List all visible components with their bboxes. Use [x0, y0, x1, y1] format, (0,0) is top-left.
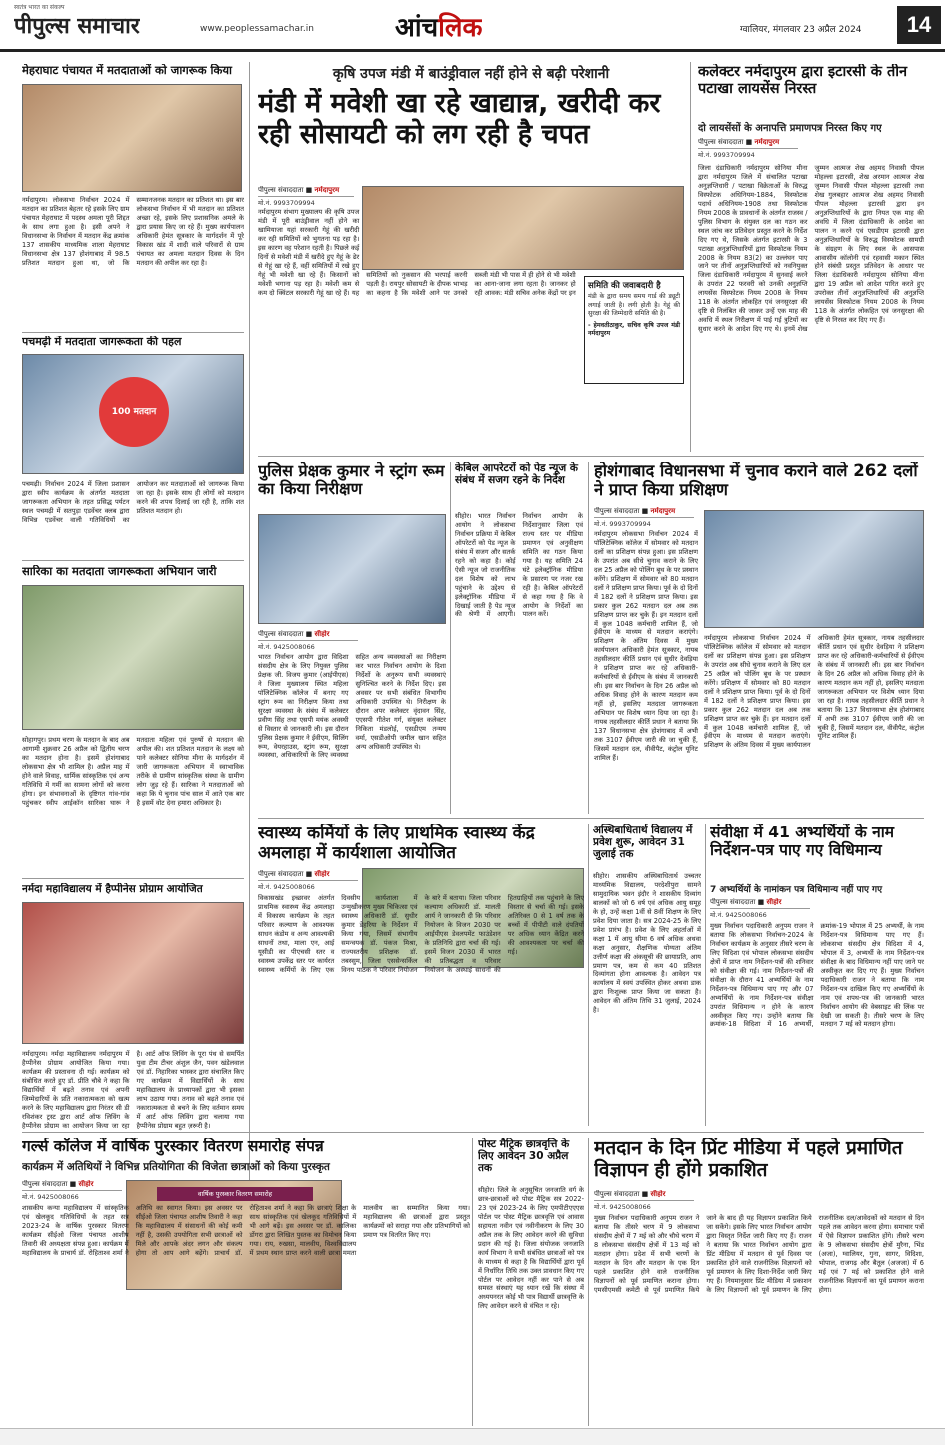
a3-headline: सारिका का मतदाता जागरूकता अभियान जारी	[22, 565, 217, 578]
a13-byline-author: पीपुल्स संवाददाता	[22, 1180, 68, 1188]
website-link[interactable]: www.peoplessamachar.in	[200, 24, 314, 34]
a14-headline: पोस्ट मैट्रिक छात्रवृत्ति के लिए आवेदन 30 अप्रैल तक	[478, 1138, 570, 1175]
a15-headline: मतदान के दिन प्रिंट मीडिया में पहले प्रमाणित विज्ञापन ही होंगे प्रकाशित	[594, 1138, 903, 1181]
a1-headline: मेहराघाट पंचायत में मतदाताओं को जागरूक किया	[22, 64, 232, 77]
a9-body-col1: नर्मदापुरम लोकसभा निर्वाचन 2024 में पॉलिटेक्निक कॉलेज में सोमवार को मतदान दलों का प्रशिक्षण संपन्न हुआ। इस प्रशिक्षण के उपरांत अब सीधे चुनाव कराने के लिए दल 25 अप्रैल को पोलिंग बूथ के पर प्रस्थान करेंगे। प्रशिक्षण में सोमवार को 80 मतदान दलों ने प्रशिक्षण प्राप्त किया। पूर्व के दो दिनों में 182 दलों ने प्रशिक्षण प्राप्त किया। इस प्रकार कुल 262 मतदान दल अब तक प्रशिक्षण प्राप्त कर चुके हैं। इन मतदान दलों में कुल 1048 कर्मचारी शामिल हैं, जो ईवीएम के माध्यम से मतदान कराएंगे। प्रशिक्षण के अंतिम दिवस में मुख्य कार्यपालन अधिकारी हेमंत सूत्रकार, नायब तहसीलदार कीर्ति प्रधान एवं सुधीर देवड़िया ने प्रशिक्षण प्राप्त कर रहे अधिकारी-कर्मचारियों से ईवीएम के संबंध में जानकारी ली। इस बार निर्वाचन के दिन 26 अप्रैल को अधिक विवाह होने के कारण मतदान कम नहीं हो, इसलिए मतदाता जागरूकता अभियान पर विशेष ध्यान दिया जा रहा है। नायब तहसीलदार कीर्ति प्रधान ने बताया कि 137 विधानसभा क्षेत्र होशंगाबाद में अभी तक 3107 ईवीएम जारी की जा चुकी हैं, जिसमें मतदान दल, वीवीपैट, कंट्रोल यूनिट शामिल हैं।	[594, 530, 698, 762]
a14-body: सीहोर। जिले के अनुसूचित जनजाति वर्ग के छात्र-छात्राओं को पोस्ट मैट्रिक सत्र 2022-23 एवं 2023-24 के लिए एमपीटीएएएस पोर्टल पर पोस्ट मैट्रिक छात्रवृत्ति एवं आवास सहायता नवीन एवं नवीनीकरण के लिए 30 अप्रैल तक के लिए आवेदन करने की सुविधा प्रदान की गई है। जिला संयोजक जनजाति कार्य विभाग ने सभी संबंधित छात्राओं को पत्र के माध्यम से कहा है कि विद्यार्थियों द्वारा पूर्व में निर्धारित तिथि तक उक्त प्रावधान किए गए पोर्टल पर आवेदन नहीं कर पाने से अब समस्त संस्थाएं यह ध्यान रखें कि संस्था में अध्ययनरत कोई भी पात्र विद्यार्थी छात्रवृत्ति के लिए आवेदन करने से वंचित न रहे।	[478, 1186, 584, 1311]
a1-body: नर्मदापुरम। लोकसभा निर्वाचन 2024 में मतदान का प्रतिशत बेहतर रहे इसके लिए ग्राम पंचायत मेहराघाट में पदस्थ अमला पूरी शिद्दत के साथ लगा हुआ है। इसी अपने ने विधानसभा के निर्वाचन में मतदान केंद्र क्रमांक 137 शासकीय माध्यमिक शाला मेहराघाट विधानसभा क्षेत्र 137 होशंगाबाद में 98.5 प्रतिशत मतदान हुआ था, जो कि सम्मानजनक मतदान का प्रतिशत था। इस बार लोकसभा निर्वाचन में भी मतदान का प्रतिशत अच्छा रहे, इसके लिए प्रशासनिक अमले के द्वारा प्रयास किए जा रहे हैं। मुख्य कार्यपालन अधिकारी हेमंत सूत्रकार के मार्गदर्शन में पूरे विकास खंड में शादी वाले परिवारों से ग्राम पंचायत का अमला मतदान दिवस के दिन मतदान की अपील कर रहा है।	[22, 196, 244, 267]
a13-body: शासकीय कन्या महाविद्यालय में सांस्कृतिक एवं खेलकूद गतिविधियों के तहत सत्र 2023-24 के वार्षिक पुरस्कार वितरण कार्यक्रम सीईओ जिला पंचायत आशीष तिवारी की अध्यक्षता संपन्न हुआ। कार्यक्रम में महाविद्यालय के प्राचार्य डॉ. रोहिताश्व शर्मा ने अतिथि का स्वागत किया। इस अवसर पर सीईओ जिला पंचायत आशीष तिवारी ने कहा कि महाविद्यालय में संसाधनों की कोई कमी नहीं है, उसकी उपयोगिता सभी छात्राओं को मिले और आपके अंदर लगन और संकल्प होगा तो आप आगे बढ़ेंगे। प्राचार्य डॉ. रोहिताश्व शर्मा ने कहा कि छात्राएं शिक्षा के साथ सांस्कृतिक एवं खेलकूद गतिविधियों में भी आगे बढ़ें। इस अवसर पर डॉ. कालिका डोंगरा द्वारा लिखित पुस्तक का विमोचन किया गया। राय, रुखसा, मालवीय, विश्वविद्यालय में प्रथम स्थान प्राप्त करने वाली छात्रा ममता मालवीय का सम्मानित किया गया। महाविद्यालय की छात्राओं द्वारा प्रस्तुत कार्यक्रमों को सराहा गया और प्रतिभागियों को प्रमाण पत्र वितरित किए गए।	[22, 1204, 470, 1257]
a6-headline: कलेक्टर नर्मदापुरम द्वारा इटारसी के तीन पटाखा लायसेंस निरस्त	[698, 64, 908, 97]
a13-byline-place: सीहोर	[78, 1180, 94, 1188]
a5-quote-title: समिति की जवाबदारी है	[588, 281, 661, 291]
a10-headline: स्वास्थ्य कर्मियों के लिए प्राथमिक स्वास्थ्य केंद्र अमलाहा में कार्यशाला आयोजित	[258, 824, 535, 863]
section-title	[395, 8, 482, 44]
a5-byline-place: नर्मदापुरम	[314, 186, 340, 194]
a1-photo	[22, 84, 242, 192]
divider	[22, 332, 244, 333]
a5-mobile: मो.नं. 9993709994	[258, 199, 315, 207]
column-rule	[249, 62, 250, 1230]
a11-body: सीहोर। शासकीय अस्थिबाधितार्थ उच्चतर माध्यमिक विद्यालय, परदेशीपुरा सामने सामुदायिक भवन इंदौर ने शासकीय दिव्यांग बालकों को जो 6 वर्ष एवं अधिक आयु समूह के हो, उन्हें कक्षा 1वीं से 8वीं शिक्षण के लिए प्रवेश दिया जाता है। सत्र 2024-25 के लिए प्रवेश प्रारंभ है। प्रवेश के लिए अहर्ताओं में कक्षा 1 में आयु सीमा 6 वर्ष अधिक अथवा कक्षा अनुसार, शैक्षणिक योग्यता अंतिम उत्तीर्ण कक्षा की अंकसूची की छायाप्रति, आय प्रमाण पत्र, कम से कम 40 प्रतिशत दिव्यांगता होना आवश्यक है। आवेदन पत्र कार्यालय में स्वयं उपस्थित होकर अथवा डाक द्वारा निःशुल्क प्राप्त किया जा सकता है। आवेदन की अंतिम तिथि 31 जुलाई, 2024 है।	[593, 872, 701, 1015]
a12-subhead: 7 अभ्यर्थियों के नामांकन पत्र विधिमान्य नहीं पाए गए	[710, 885, 883, 895]
divider	[22, 560, 244, 561]
a8-headline: केबिल आपरेटरों को पेड न्यूज के संबंध में सजग रहने के निर्देश	[455, 462, 578, 487]
print-registration-bar	[0, 1428, 945, 1445]
a10-body: विकासखंड इच्छावर अंतर्गत प्राथमिक स्वास्थ्य केंद्र अमलाहा में विकास्य कार्यक्रम के तहत परिवार कल्याण के आवश्यक साधन कंडोम व अन्य आवश्यकी साधनों तथा, माला एन, आई यूसीडी का पीएचसी स्तर व स्वास्थ्य उपकेंद्र स्तर पर कार्यरत स्वास्थ्य कर्मियों के लिए एक दिवसीय कार्यशाला में उन्मुखीकरण मुख्य चिकित्सा एवं स्वास्थ्य अधिकारी डॉ. सुधीर कुमार डेहरिया के निर्देशन में किया गया, जिसमें संभागीय समन्वयक डॉ. पंकज मिश्रा, राज्यस्तरीय प्रशिक्षक डॉ. तबस्सुम, जिला एससेन्सर्किल विनय पाठक ने परिवार नियोजन के बारे में बताया। जिला परिवार कल्याण अधिकारी डॉ. मालती आर्य ने जानकारी दी कि परिवार नियोजन के विजन 2030 पर आईपीएस डेवलपमेंट फाउंडेशन के प्रतिनिधि द्वारा चर्चा की गई। इसमें विजन 2030 में भारत की प्रतिबद्धता व परिवार नियोजन के अस्थाई साधनों की हितग्राहियों तक पहुंचाने के लिए विस्तार से चर्चा की गई। इसके अतिरिक्त 0 से 1 वर्ष तक के बच्चों में पीपीटी वाले दंपतियों पर अधिक ध्यान केंद्रित करने की आवश्यकता पर चर्चा की गई।	[258, 894, 584, 974]
a13-banner: वार्षिक पुरस्कार वितरण समारोह	[157, 1187, 313, 1201]
a7-headline: पुलिस प्रेक्षक कुमार ने स्ट्रांग रूम का किया निरीक्षण	[258, 462, 445, 499]
page-number: 14	[897, 6, 941, 44]
a2-badge: 100 मतदान	[99, 377, 169, 447]
a10-byline: पीपुल्स संवाददाता ■ सीहोर	[258, 870, 358, 881]
divider	[258, 818, 924, 819]
a6-mobile: मो.नं. 9993709994	[698, 151, 755, 159]
column-rule	[588, 824, 589, 1126]
newspaper-logo: पीपुल्स समाचार	[14, 13, 140, 39]
a13-mobile: मो.नं. 9425008066	[22, 1193, 79, 1201]
a9-byline-place: नर्मदापुरम	[650, 507, 676, 515]
a7-photo	[258, 514, 446, 624]
a15-byline: पीपुल्स संवाददाता ■ सीहोर	[594, 1190, 694, 1201]
column-rule	[588, 462, 589, 814]
a9-body-cont: नर्मदापुरम लोकसभा निर्वाचन 2024 में पॉलिटेक्निक कॉलेज में सोमवार को मतदान दलों का प्रशिक्षण संपन्न हुआ। इस प्रशिक्षण के उपरांत अब सीधे चुनाव कराने के लिए दल 25 अप्रैल को पोलिंग बूथ के पर प्रस्थान करेंगे। प्रशिक्षण में सोमवार को 80 मतदान दलों ने प्रशिक्षण प्राप्त किया। पूर्व के दो दिनों में 182 दलों ने प्रशिक्षण प्राप्त किया। इस प्रकार कुल 262 मतदान दल अब तक प्रशिक्षण प्राप्त कर चुके हैं। इन मतदान दलों में कुल 1048 कर्मचारी शामिल हैं, जो ईवीएम के माध्यम से मतदान कराएंगे। प्रशिक्षण के अंतिम दिवस में मुख्य कार्यपालन अधिकारी हेमंत सूत्रकार, नायब तहसीलदार कीर्ति प्रधान एवं सुधीर देवड़िया ने प्रशिक्षण प्राप्त कर रहे अधिकारी-कर्मचारियों से ईवीएम के संबंध में जानकारी ली। इस बार निर्वाचन के दिन 26 अप्रैल को अधिक विवाह होने के कारण मतदान कम नहीं हो, इसलिए मतदाता जागरूकता अभियान पर विशेष ध्यान दिया जा रहा है। नायब तहसीलदार कीर्ति प्रधान ने बताया कि 137 विधानसभा क्षेत्र होशंगाबाद में अभी तक 3107 ईवीएम जारी की जा चुकी हैं, जिसमें मतदान दल, वीवीपैट, कंट्रोल यूनिट शामिल हैं।	[704, 634, 924, 750]
a9-mobile: मो.नं. 9993709994	[594, 520, 651, 528]
section-title-part1: आंच	[395, 13, 439, 43]
a6-byline-place: नर्मदापुरम	[754, 138, 780, 146]
a9-byline-author: पीपुल्स संवाददाता	[594, 507, 640, 515]
a7-body: भारत निर्वाचन आयोग द्वारा विदिशा संसदीय क्षेत्र के लिए नियुक्त पुलिस प्रेक्षक जी. विजय कुमार (आईपीएस) ने जिला मुख्यालय स्थित महिला पॉलिटेक्निक कॉलेज में बनाए गए स्ट्रांग रूम का निरीक्षण किया तथा सुरक्षा व्यवस्था के संबंध में कलेक्टर प्रवीण सिंह तथा एसपी मयंक अवस्थी से विस्तार से जानकारी ली। इस दौरान पुलिस प्रेक्षक कुमार ने ईवीएम, सिलिंग रूम, वेयरहाउस, स्ट्रांग रूम, सुरक्षा व्यवस्था, अधिकारियों के लिए व्यवस्था सहित अन्य व्यवस्थाओं का निरीक्षण कर भारत निर्वाचन आयोग के दिशा निर्देशों के अनुरूप सभी व्यवस्थाएं सुनिश्चित करने के निर्देश दिए। इस अवसर पर सभी संबंधित विभागीय अधिकारी उपस्थित थे। निरीक्षण के दौरान अपर कलेक्टर वृंदावन सिंह, एएसपी गीतेश गर्ग, संयुक्त कलेक्टर निकिता मंडलोई, एसडीएम तन्मय वर्मा, एसडीओपी जमील खान सहित अन्य अधिकारी उपस्थित थे।	[258, 653, 446, 760]
section-title-part2: लिक	[438, 13, 483, 43]
a5-kicker: कृषि उपज मंडी में बाउंड्रीवाल नहीं होने से बढ़ी परेशानी	[332, 66, 610, 82]
a7-byline-author: पीपुल्स संवाददाता	[258, 630, 304, 638]
a7-byline: पीपुल्स संवाददाता ■ सीहोर	[258, 630, 358, 641]
a15-mobile: मो.नं. 9425008066	[594, 1203, 651, 1211]
a10-byline-author: पीपुल्स संवाददाता	[258, 870, 304, 878]
a2-photo	[22, 354, 244, 474]
a10-mobile: मो.नं. 9425008066	[258, 883, 315, 891]
a9-photo	[704, 510, 924, 628]
a7-byline-place: सीहोर	[314, 630, 330, 638]
a6-byline: पीपुल्स संवाददाता ■ नर्मदापुरम	[698, 138, 798, 149]
a2-headline: पचमढ़ी में मतदाता जागरूकता की पहल	[22, 336, 182, 348]
a12-headline: संवीक्षा में 41 अभ्यर्थियों के नाम निर्देशन-पत्र पाए गए विधिमान्य	[710, 824, 895, 859]
a6-body: जिला दंडाधिकारी नर्मदापुरम सोनिया मीना द्वारा नर्मदापुरम जिले में संचालित पटाखा अनुज्ञप्तिधारी / पटाखा विक्रेताओं के विरुद्ध विस्फोटक अधिनियम-1884, विस्फोटक पदार्थ अधिनियम-1908 तथा विस्फोटक नियम 2008 के प्रावधानों के अंतर्गत राजस्व / पुलिस विभाग के संयुक्त दल का गठन कर स्थल जांच कर प्रतिवेदन प्रस्तुत करने के निर्देश दिए गए थे, जिसके अंतर्गत इटारसी के 3 पटाखा अनुज्ञप्तिधारियों द्वारा विस्फोटक नियम 2008 के नियम 83(2) का उल्लंघन पाए जाने पर तीनों अनुज्ञप्तिधारियों को नवनियुक्त जिला दंडाधिकारी नर्मदापुरम में सुनवाई करने के उपरांत 22 फरवरी को उनकी अनुज्ञप्ति लायसेंस विस्फोटक नियम 2008 के नियम 118 के अंतर्गत लोकहित एवं जनसुरक्षा की दृष्टि से निलंबित की जाकर उन्हें एक माह की अवधि में स्थल निरीक्षण में पाई गई त्रुटियों का सुधार करने के आदेश दिए गए थे। इनमें शेख जुम्मन आत्मज शेख अहमद निवासी पीपल मोहल्ला इटारसी, शेख अरमान आत्मज शेख जुम्मन निवासी पीपल मोहल्ला इटारसी तथा शेख गुलबहार आत्मज शेख अहमद निवासी पीपल मोहल्ला इटारसी द्वारा इन अनुज्ञप्तिधारियों के द्वारा नियत एक माह की अवधि में जिला दंडाधिकारी के आदेश का पालन न करने एवं एसडीएम इटारसी द्वारा अनुज्ञप्तिधारियों के विरुद्ध विस्फोटक सामग्री के संग्रहण के लिए स्थल के आसपास आवासीय कॉलोनी एवं रहवासी मकान स्थित होने संबंधी प्रस्तुत प्रतिवेदन के आधार पर जिला दंडाधिकारी नर्मदापुरम सोनिया मीना द्वारा 19 अप्रैल को आदेश पारित करते हुए उपरोक्त तीनों अनुज्ञप्तिधारियों की अनुज्ञप्ति लायसेंस विस्फोटक नियम 2008 के नियम 118 के अंतर्गत लोकहित एवं जनसुरक्षा की दृष्टि से निरस्त कर दिए गए हैं।	[698, 164, 924, 334]
a10-byline-place: सीहोर	[314, 870, 330, 878]
divider	[22, 878, 244, 879]
a5-byline: पीपुल्स संवाददाता ■ नर्मदापुरम	[258, 186, 354, 197]
a11-headline: अस्थिबाधितार्थ विद्यालय में प्रवेश शुरू, आवेदन 31 जुलाई तक	[593, 824, 693, 861]
divider	[258, 456, 924, 457]
a2-body: पचमढ़ी। निर्वाचन 2024 में जिला प्रशासन द्वारा स्वीप कार्यक्रम के अंतर्गत मतदाता जागरूकता अभियान के तहत प्रसिद्ध पर्यटन स्थल पचमढ़ी में सतपुड़ा एडवेंचर क्लब द्वारा विभिन्न एडवेंचर वाली गतिविधियों का आयोजन कर मतदाताओं को जागरूक किया जा रहा है। इसके साथ ही लोगों को मतदान करने की शपथ दिलाई जा रही है, ताकि शत प्रतिशत मतदान हो।	[22, 480, 244, 524]
a5-byline-author: पीपुल्स संवाददाता	[258, 186, 304, 194]
a13-headline: गर्ल्स कॉलेज में वार्षिक पुरस्कार वितरण समारोह संपन्न	[22, 1138, 324, 1155]
a8-body: सीहोर। भारत निर्वाचन आयोग ने लोकसभा निर्वाचन प्रक्रिया में केबिल ऑपरेटरों को पेड न्यूज के संबंध में सजग और सतर्क रहने को कहा है। कोई ऐसी न्यूज जो राजनीतिक दल विशेष को लाभ पहुंचाने के उद्देश्य से इलेक्ट्रॉनिक मीडिया में दिखाई जाती है पेड न्यूज की श्रेणी में आएगी। निर्वाचन आयोग के निर्देशानुसार जिला एवं राज्य स्तर पर मीडिया प्रमाणन एवं अनुवीक्षण समिति का गठन किया गया है। यह समिति 24 घंटे इलेक्ट्रॉनिक मीडिया के प्रसारण पर नजर रख रही है। केबिल ऑपरेटरों से कहा गया है कि वे आयोग के निर्देशों का पालन करें।	[455, 512, 583, 619]
divider	[22, 1132, 924, 1133]
a5-quote-box	[584, 276, 684, 384]
a12-byline: पीपुल्स संवाददाता ■ सीहोर	[710, 898, 810, 909]
a13-byline: पीपुल्स संवाददाता ■ सीहोर	[22, 1180, 122, 1191]
a15-byline-place: सीहोर	[650, 1190, 666, 1198]
a13-subhead: कार्यक्रम में अतिथियों ने विभिन्न प्रतियोगिता की विजेता छात्राओं को किया पुरस्कृत	[22, 1161, 330, 1173]
a5-quote-author: - हेमवतीठाकुर, सचिव कृषि उपज मंडी नर्मदापुरम	[588, 321, 680, 338]
a7-mobile: मो.नं. 9425008066	[258, 643, 315, 651]
a3-body: सोहागपुर। प्रथम चरण के मतदान के बाद अब आगामी शुक्रवार 26 अप्रैल को द्वितीय चरण का मतदान होना है। इसमें होशंगाबाद लोकसभा क्षेत्र भी शामिल है। अप्रैल माह में होने वाले विवाह, धार्मिक सांस्कृतिक एवं अन्य गतिविधि में गर्मी का सामना लोगों को करना होगा। इन संभावनाओं के दृष्टिगत गांव-गांव पहुंचकर स्वीप आईकॉन सारिका घारू ने मतदाता महिला एवं पुरुषों से मतदान की अपील की। शत प्रतिशत मतदान के लक्ष्य को पाने कलेक्टर सोनिया मीना के मार्गदर्शन में जारी जागरूकता अभियान में स्वाभाविक तरीके से ग्रामीण सांस्कृतिक संस्था के ग्रामीण लोग जुड़ रहे हैं। सारिका ने मतदाताओं को कहा कि ये चुनाव पांच साल में आते एक बार है इसमें वोट देना हमारा अधिकार है।	[22, 736, 244, 807]
a9-byline: पीपुल्स संवाददाता ■ नर्मदापुरम	[594, 507, 694, 518]
a15-byline-author: पीपुल्स संवाददाता	[594, 1190, 640, 1198]
column-rule	[472, 1138, 473, 1426]
column-rule	[450, 462, 451, 814]
column-rule	[690, 62, 691, 452]
column-rule	[588, 1138, 589, 1426]
a4-headline: नर्मदा महाविद्यालय में हैप्पीनेस प्रोग्राम आयोजित	[22, 883, 203, 895]
column-rule	[705, 824, 706, 1126]
a6-byline-author: पीपुल्स संवाददाता	[698, 138, 744, 146]
a12-body: मुख्य निर्वाचन पदाधिकारी अनुपम राजन ने बताया कि लोकसभा निर्वाचन-2024 के निर्वाचन कार्यक्रम के अनुसार तीसरे चरण के लिए विदिशा एवं भोपाल लोकसभा संसदीय क्षेत्रों में प्राप्त नाम निर्देशन-पत्रों की शनिवार को संवीक्षा की गई। नाम निर्देशन-पत्रों की संवीक्षा के दौरान 41 अभ्यर्थियों के नाम निर्देशन-पत्र विधिमान्य पाए गए और 07 अभ्यर्थियों के नाम निर्देशन-पत्र संवीक्षा उपरांत विधिमान्य न होने के कारण अस्वीकृत किए गए। उन्होंने बताया कि क्रमांक-18 विदिशा में 16 अभ्यर्थी, क्रमांक-19 भोपाल में 25 अभ्यर्थी, के नाम निर्देशन-पत्र विधिमान्य पाए गए हैं। लोकसभा संसदीय क्षेत्र विदिशा में 4, भोपाल में 3, अभ्यर्थी के नाम निर्देशन-पत्र संवीक्षा के बाद विधिमान्य नहीं पाए जाने पर अस्वीकृत कर दिए गए हैं। मुख्य निर्वाचन पदाधिकारी राजन ने बताया कि नाम निर्देशन-पत्र दाखिल किए गए अभ्यर्थियों के नाम एवं शपथ-पत्र की जानकारी भारत निर्वाचन आयोग की वेबसाइट की लिंक पर देखी जा सकती है। तीसरे चरण के लिए मतदान 7 मई को मतदान होगा।	[710, 922, 924, 1029]
a12-byline-author: पीपुल्स संवाददाता	[710, 898, 756, 906]
a5-photo-cattle	[362, 186, 684, 270]
a12-byline-place: सीहोर	[766, 898, 782, 906]
a9-headline: होशंगाबाद विधानसभा में चुनाव कराने वाले 262 दलों ने प्राप्त किया प्रशिक्षण	[594, 462, 918, 499]
a4-body: नर्मदापुरम। नर्मदा महाविद्यालय नर्मदापुरम में हैप्पीनेस प्रोग्राम आयोजित किया गया। कार्यक्रम की प्रस्तावना दी गई। कार्यक्रम को संबोधित करते हुए डॉ. प्रीति चौबे ने कहा कि विद्यार्थियों में बढ़ते तनाव एवं अपनी जिम्मेदारियों के प्रति नकारात्मकता को खत्म करने के लिए महाविद्यालय द्वारा निरंतर सी डी रविशंकर ट्रस्ट द्वारा आर्ट ऑफ लिविंग के हैप्पीनेस प्रोग्राम का आयोजन किया जा रहा है। आर्ट ऑफ लिविंग के पूरा पंथ से समर्पित युवा टीम टीचर अंशुल जैन, पवन खंडेलवाल एवं डॉ. निहारिका भास्कर द्वारा संचालित किए गए कार्यक्रम में विद्यार्थियों के साथ महाविद्यालय के प्राध्यापकों द्वारा भी इसका लाभ उठाया गया। तनाव को बढ़ते तनाव एवं नकारात्मकता से बचने के लिए वर्तमान समय में आर्ट ऑफ लिविंग द्वारा चलाया गया हैप्पीनेस प्रोग्राम बहुत ज़रूरी है।	[22, 1050, 244, 1130]
masthead	[0, 0, 945, 52]
a4-photo	[22, 902, 244, 1044]
a12-mobile: मो.नं. 9425008066	[710, 911, 767, 919]
logo-tagline: स्वतंत्र भारत का संकल्प	[14, 4, 65, 11]
a5-body: नर्मदापुरम संभाग मुख्यालय की कृषि उपज मंडी में पूरी बाउंड्रीवाल नहीं होने का खामियाजा यहां सरकारी गेहूं की खरीदी कर रही समितियों को भुगतना पड़ रहा है। इस कारण वह परेशान रहती है। पिछले कई दिनों से मवेशी मंडी में खरीदे हुए गेहूं के ढेर से गेहूं खा रहे हैं, वहीं समितियों में रखे हुए गेहूं भी मवेशी खा रहे हैं। किसानों को मवेशी भगाना पड़ रहा है। मवेशी कम से कम दो क्विंटल सरकारी गेहूं खा रहे हैं। यह समितियों को नुकसान की भरपाई करनी पड़ती है। रायपुर सोसायटी के दीपक भाभड़ का कहना है कि मवेशी आने पर उनको सब्जी मंडी भी पास में ही होने से भी मवेशी का आना-जाना लगा रहता है। जानकर हो रही आवक: मंडी सचिव अनेक केंद्रों पर इन	[258, 208, 576, 297]
a5-headline: मंडी में मवेशी खा रहे खाद्यान्न, खरीदी कर रही सोसायटी को लग रही है चपत	[258, 88, 661, 151]
a15-body: मुख्य निर्वाचन पदाधिकारी अनुपम राजन ने बताया कि तीसरे चरण में 9 लोकसभा संसदीय क्षेत्रों में 7 मई को और चौथे चरण में 8 लोकसभा संसदीय क्षेत्रों में 13 मई को मतदान होगा। प्रदेश में सभी चरणों के मतदान के दिन और मतदान के एक दिन पहले प्रकाशित होने वाले राजनीतिक विज्ञापनों को पूर्व प्रमाणित कराना होगा। एमसीएमसी कमेटी से पूर्व प्रमाणित किये जाने के बाद ही यह विज्ञापन प्रकाशित किये जा सकेंगे। इसके लिए भारत निर्वाचन आयोग द्वारा विस्तृत निर्देश जारी किए गए हैं। राजन ने बताया कि भारत निर्वाचन आयोग द्वारा प्रिंट मीडिया में मतदान से पूर्व दिवस पर प्रकाशित होने वाले राजनीतिक विज्ञापनों को पूर्व प्रमाणन के लिए दिशा-निर्देश जारी किए गए हैं। नियमानुसार प्रिंट मीडिया में प्रकाशन के लिए विज्ञापनों को पूर्व प्रमाणन के लिए राजनीतिक दल/आवेदकों को मतदान से दिन पहले तक आवेदन करना होगा। समाचार पत्रों में ऐसे विज्ञापन प्रकाशित होंगे। तीसरे चरण के 9 लोकसभा संसदीय क्षेत्रों मुरैना, भिंड (अजा), ग्वालियर, गुना, सागर, विदिशा, भोपाल, राजगढ़ और बैतूल (अजजा) में 6 मई एवं 7 मई को प्रकाशित होने वाले राजनीतिक विज्ञापनों का पूर्व प्रमाणन कराना होगा।	[594, 1214, 924, 1294]
a5-quote-body: मंडी के द्वारा समय समय गार्ड की ड्यूटी लगाई जाती है। लगी होती है। गेहूं की सुरक्षा की जिम्मेदारी समिति की है।	[588, 293, 680, 318]
dateline: ग्वालियर, मंगलवार 23 अप्रैल 2024	[740, 25, 862, 35]
a6-subhead: दो लायसेंसों के अनापत्ति प्रमाणपत्र निरस्त किए गए	[698, 123, 882, 134]
a3-photo	[22, 585, 244, 730]
